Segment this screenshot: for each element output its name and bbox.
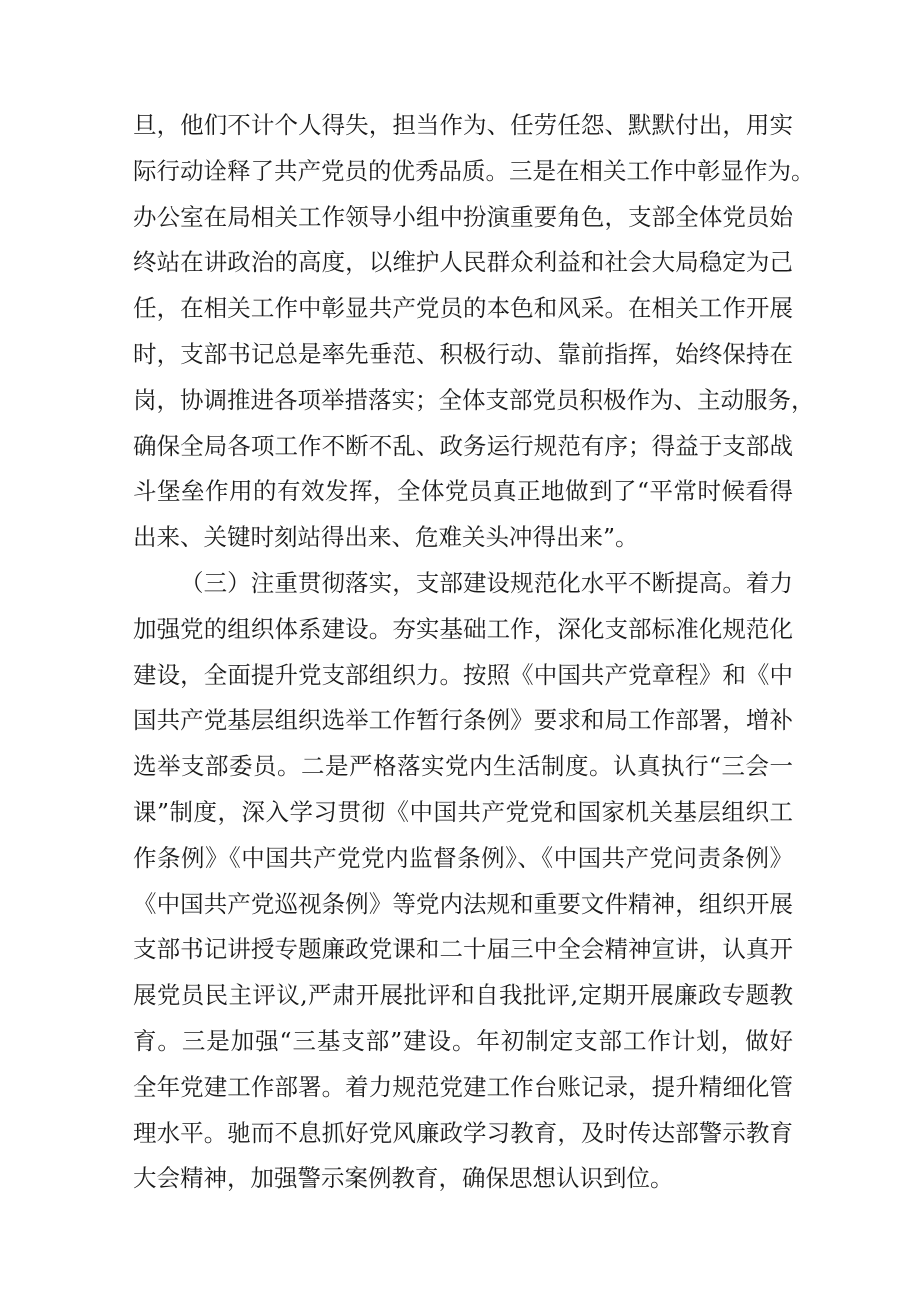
- paragraph-line: 理水平。驰而不息抓好党风廉政学习教育，及时传达部警示教育: [133, 1118, 793, 1147]
- paragraph-line: 办公室在局相关工作领导小组中扮演重要角色，支部全体党员始: [133, 202, 793, 231]
- paragraph-line: 课”制度，深入学习贯彻《中国共产党党和国家机关基层组织工: [133, 797, 793, 826]
- paragraph-line: 大会精神，加强警示案例教育，确保思想认识到位。: [133, 1164, 674, 1193]
- paragraph-line: 任，在相关工作中彰显共产党员的本色和风采。在相关工作开展: [133, 294, 793, 323]
- paragraph-line: 建设，全面提升党支部组织力。按照《中国共产党章程》和《中: [133, 660, 793, 689]
- paragraph-line: 全年党建工作部署。着力规范党建工作台账记录，提升精细化管: [133, 1072, 793, 1101]
- paragraph-line: 际行动诠释了共产党员的优秀品质。三是在相关工作中彰显作为。: [133, 156, 815, 185]
- paragraph-line: 育。三是加强“三基支部”建设。年初制定支部工作计划，做好: [133, 1026, 793, 1055]
- paragraph-line: 加强党的组织体系建设。夯实基础工作，深化支部标准化规范化: [133, 614, 793, 643]
- paragraph-line: 斗堡垒作用的有效发挥，全体党员真正地做到了“平常时候看得: [133, 477, 793, 506]
- paragraph-line: 岗，协调推进各项举措落实；全体支部党员积极作为、主动服务，: [133, 385, 815, 414]
- paragraph-line: 支部书记讲授专题廉政党课和二十届三中全会精神宣讲，认真开: [133, 935, 793, 964]
- paragraph-line: 出来、关键时刻站得出来、危难关头冲得出来”。: [133, 523, 639, 552]
- paragraph-1: [133, 103, 815, 561]
- document-body: [133, 103, 815, 1202]
- paragraph-2: [133, 561, 793, 1202]
- paragraph-line: 国共产党基层组织选举工作暂行条例》要求和局工作部署，增补: [133, 706, 793, 735]
- paragraph-line: （三）注重贯彻落实，支部建设规范化水平不断提高。着力: [180, 568, 793, 597]
- paragraph-line: 展党员民主评议,严肃开展批评和自我批评,定期开展廉政专题教: [133, 981, 793, 1010]
- paragraph-line: 选举支部委员。二是严格落实党内生活制度。认真执行“三会一: [133, 752, 793, 781]
- paragraph-line: 终站在讲政治的高度，以维护人民群众利益和社会大局稳定为己: [133, 248, 793, 277]
- paragraph-line: 时，支部书记总是率先垂范、积极行动、靠前指挥，始终保持在: [133, 339, 793, 368]
- paragraph-line: 旦，他们不计个人得失，担当作为、任劳任怨、默默付出，用实: [133, 111, 793, 139]
- paragraph-line: 作条例》《中国共产党党内监督条例》、《中国共产党问责条例》: [133, 843, 793, 872]
- paragraph-line: 确保全局各项工作不断不乱、政务运行规范有序；得益于支部战: [133, 431, 793, 460]
- paragraph-line: 《中国共产党巡视条例》等党内法规和重要文件精神，组织开展: [133, 889, 793, 918]
